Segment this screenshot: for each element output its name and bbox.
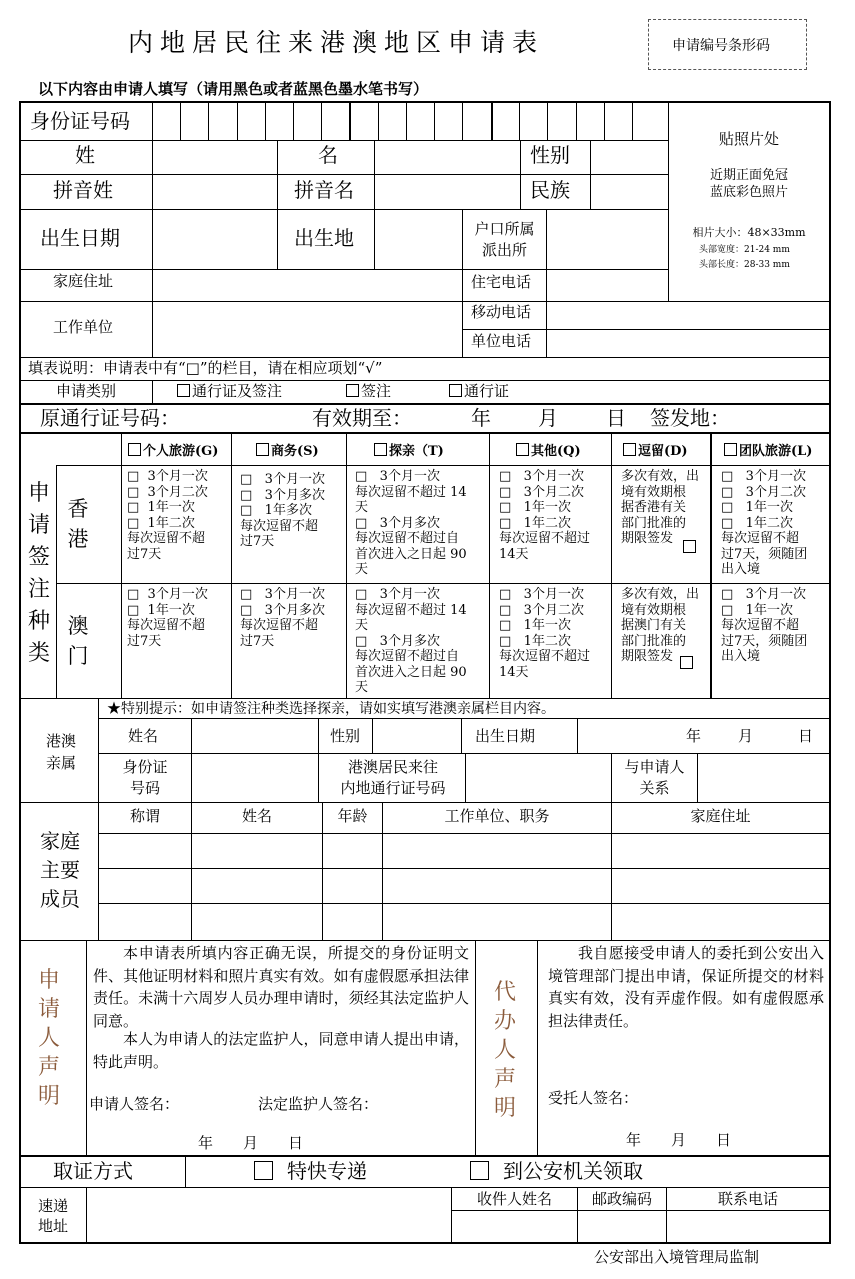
checkbox[interactable]: [449, 384, 462, 397]
surname-label: 姓: [75, 143, 95, 167]
applicant-declaration-side: 申请人声明: [37, 968, 60, 1109]
relative-birth-field[interactable]: [578, 719, 829, 753]
home-address-field[interactable]: [153, 270, 461, 301]
visa-mo-t-options[interactable]: □ 3个月一次 每次逗留不超过 14 天 □ 3个月多次 每次逗留不超过自 首次进入之日起 90 天: [355, 587, 467, 695]
pickup-option-police-label: 到公安机关领取: [503, 1159, 643, 1183]
postcode-label: 邮政编码: [591, 1190, 652, 1208]
photo-title: 贴照片处: [718, 130, 779, 148]
photo-head-length: 头部长度：28-33 mm: [699, 260, 790, 270]
visa-header-t-label: 探亲（T): [389, 444, 444, 459]
work-unit-label: 工作单位: [53, 318, 114, 336]
pickup-option-express[interactable]: [254, 1161, 367, 1181]
pinyin-given-label: 拼音名: [294, 178, 354, 202]
visa-hk-q-options[interactable]: □ 3个月一次 □ 3个月二次 □ 1年一次 □ 1年二次 每次逗留不超过 14天: [499, 469, 591, 562]
relative-relation-field[interactable]: [698, 754, 829, 802]
delivery-address-label: 速递 地址: [37, 1197, 68, 1235]
checkbox[interactable]: [623, 443, 636, 456]
checkbox[interactable]: [346, 384, 359, 397]
visa-hk-l-options[interactable]: □ 3个月一次 □ 3个月二次 □ 1年一次 □ 1年二次 每次逗留不超 过7天，须随团 出入境: [721, 469, 808, 577]
year-label: 年: [471, 406, 491, 430]
visa-mo-s-options[interactable]: □ 3个月一次 □ 3个月多次 每次逗留不超 过7天: [240, 587, 325, 649]
mobile-phone-label: 移动电话: [471, 303, 532, 321]
given-name-label: 名: [318, 143, 338, 167]
hukou-police-label: 户口所属 派出所: [474, 220, 535, 259]
recipient-name-label: 收件人姓名: [476, 1190, 552, 1208]
relatives-notice: ★特别提示：如申请签注种类选择探亲，请如实填写港澳亲属栏目内容。: [107, 701, 555, 717]
gender-field[interactable]: [591, 141, 667, 174]
family-col-age: 年龄: [337, 807, 368, 825]
visa-hk-s-options[interactable]: □ 3个月一次 □ 3个月多次 □ 1年多次 每次逗留不超 过7天: [240, 472, 325, 549]
pinyin-surname-field[interactable]: [153, 175, 276, 209]
relatives-side-label: 港澳 亲属: [45, 732, 76, 772]
contact-phone-field[interactable]: [667, 1211, 829, 1243]
relative-gender-label: 性别: [330, 727, 361, 745]
relative-birth-day: 日: [798, 727, 814, 745]
birth-date-label: 出生日期: [40, 226, 120, 250]
visa-hk-t-options[interactable]: □ 3个月一次 每次逗留不超过 14 天 □ 3个月多次 每次逗留不超过自 首次进入之日起 90 天: [355, 469, 467, 577]
agent-declaration-p1: 我自愿接受申请人的委托到公安出入境管理部门提出申请，保证所提交的材料真实有效，没有弄虚作假。如有虚假愿承担法律责任。: [548, 944, 824, 1030]
checkbox[interactable]: [128, 443, 141, 456]
applicant-date: 年 月 日: [198, 1134, 304, 1152]
visa-hk-d-options[interactable]: 多次有效，出 境有效期根 据香港有关 部门批准的 期限签发: [621, 469, 700, 546]
home-phone-field[interactable]: [547, 270, 667, 301]
visa-mo-g-options[interactable]: □ 3个月一次 □ 1年一次 每次逗留不超 过7天: [127, 587, 208, 649]
visa-header-q[interactable]: [516, 443, 581, 458]
applicant-declaration-p2: 本人为申请人的法定监护人，同意申请人提出申请，特此声明。: [93, 1030, 469, 1071]
work-unit-field[interactable]: [153, 302, 461, 357]
surname-field[interactable]: [153, 141, 276, 174]
checkbox[interactable]: [680, 656, 693, 669]
visa-header-l[interactable]: [724, 443, 812, 458]
photo-size: 相片大小：48×33mm: [692, 226, 806, 239]
month-label: 月: [538, 406, 558, 430]
hukou-police-field[interactable]: [547, 210, 667, 269]
visa-header-g-label: 个人旅游(G): [143, 444, 219, 459]
issue-place-label: 签发地：: [650, 406, 730, 430]
checkbox[interactable]: [516, 443, 529, 456]
family-col-title: 称谓: [129, 807, 160, 825]
visa-header-d-label: 逗留(D): [638, 444, 688, 459]
postcode-field[interactable]: [578, 1211, 666, 1243]
family-side-label: 家庭 主要 成员: [40, 829, 80, 911]
family-col-name: 姓名: [241, 807, 272, 825]
checkbox[interactable]: [177, 384, 190, 397]
day-label: 日: [606, 406, 626, 430]
checkbox[interactable]: [256, 443, 269, 456]
family-col-work: 工作单位、职务: [444, 807, 550, 825]
app-type-option-permit-label: 通行证: [464, 382, 510, 400]
work-phone-field[interactable]: [547, 330, 829, 357]
applicant-sign-label: 申请人签名：: [89, 1095, 180, 1113]
pinyin-given-field[interactable]: [375, 175, 519, 209]
barcode-label: 申请编号条形码: [672, 38, 770, 54]
instruction: 以下内容由申请人填写（请用黑色或者蓝黑色墨水笔书写）: [38, 80, 429, 98]
family-col-address: 家庭住址: [690, 807, 751, 825]
home-phone-label: 住宅电话: [471, 273, 532, 291]
visa-mo-q-options[interactable]: □ 3个月一次 □ 3个月二次 □ 1年一次 □ 1年二次 每次逗留不超过 14天: [499, 587, 591, 680]
agent-declaration-side: 代办人声明: [493, 980, 516, 1121]
photo-area[interactable]: [669, 103, 829, 301]
relative-birth-month: 月: [738, 727, 754, 745]
checkbox[interactable]: [374, 443, 387, 456]
family-row[interactable]: [99, 869, 829, 903]
visa-hk-label: 香港: [67, 497, 89, 551]
form-title: 内地居民往来港澳地区申请表: [128, 28, 545, 57]
guardian-sign-label: 法定监护人签名：: [258, 1095, 379, 1113]
visa-mo-label: 澳门: [67, 614, 89, 668]
pickup-option-police[interactable]: [470, 1161, 643, 1181]
delivery-address-field[interactable]: [87, 1188, 451, 1243]
app-type-option-both-label: 通行证及签注: [192, 382, 283, 400]
relative-birth-label: 出生日期: [475, 727, 536, 745]
relative-permit-field[interactable]: [466, 754, 611, 802]
checkbox[interactable]: [470, 1161, 489, 1180]
relative-name-label: 姓名: [128, 727, 159, 745]
applicant-declaration-p1: 本申请表所填内容正确无误，所提交的身份证明文件、其他证明材料和照片真实有效。如有虚假愿承担法律责任。未满十六周岁人员办理申请时，须经其法定监护人同意。: [93, 944, 469, 1030]
visa-header-g[interactable]: [128, 443, 218, 458]
visa-header-d[interactable]: [623, 443, 688, 458]
pinyin-surname-label: 拼音姓: [53, 178, 113, 202]
visa-header-l-label: 团队旅游(L): [739, 444, 813, 459]
given-name-field[interactable]: [375, 141, 519, 174]
visa-type-side-label: 申请签注种类: [27, 481, 50, 666]
pickup-option-express-label: 特快专递: [287, 1159, 367, 1183]
work-phone-label: 单位电话: [471, 332, 532, 350]
relative-id-label: 身份证 号码: [122, 758, 168, 797]
home-address-label: 家庭住址: [53, 272, 114, 290]
ethnicity-field[interactable]: [591, 175, 667, 209]
relative-relation-label: 与申请人 关系: [624, 758, 685, 797]
photo-desc: 近期正面免冠 蓝底彩色照片: [709, 168, 788, 200]
checkbox[interactable]: [683, 540, 696, 553]
checkbox[interactable]: [254, 1161, 273, 1180]
footer-supervisor: 公安部出入境管理局监制: [594, 1248, 760, 1266]
relative-permit-label: 港澳居民来往 内地通行证号码: [340, 758, 446, 797]
agent-sign-label: 受托人签名：: [548, 1089, 639, 1107]
app-type-label: 申请类别: [56, 382, 117, 400]
visa-mo-d-options[interactable]: 多次有效，出 境有效期根 据澳门有关 部门批准的 期限签发: [621, 587, 700, 664]
photo-head-width: 头部宽度：21-24 mm: [699, 245, 790, 255]
app-type-option-permit[interactable]: [449, 384, 509, 399]
app-type-option-both[interactable]: [177, 384, 282, 399]
relative-birth-year: 年: [686, 727, 702, 745]
relative-name-field[interactable]: [192, 719, 318, 753]
relative-id-field[interactable]: [192, 754, 318, 802]
barcode-box: [648, 19, 807, 70]
visa-hk-g-options[interactable]: □ 3个月一次 □ 3个月二次 □ 1年一次 □ 1年二次 每次逗留不超 过7天: [127, 469, 208, 562]
old-permit-label: 原通行证号码：: [40, 406, 180, 430]
app-type-option-visa-label: 签注: [361, 382, 392, 400]
birth-date-field[interactable]: [153, 210, 276, 269]
birth-place-field[interactable]: [375, 210, 461, 269]
id-number-label: 身份证号码: [30, 109, 130, 133]
checkbox[interactable]: [724, 443, 737, 456]
family-row[interactable]: [99, 834, 829, 868]
ethnicity-label: 民族: [530, 178, 570, 202]
visa-mo-l-options[interactable]: □ 3个月一次 □ 1年一次 每次逗留不超 过7天，须随团 出入境: [721, 587, 808, 664]
valid-until-label: 有效期至：: [312, 406, 412, 430]
recipient-name-field[interactable]: [452, 1211, 577, 1243]
relative-gender-field[interactable]: [373, 719, 461, 753]
visa-header-s[interactable]: [256, 443, 319, 458]
agent-date: 年 月 日: [626, 1131, 732, 1149]
pickup-label: 取证方式: [53, 1159, 133, 1183]
id-number-boxes[interactable]: [152, 103, 668, 140]
app-type-option-visa[interactable]: [346, 384, 391, 399]
gender-label: 性别: [530, 143, 570, 167]
contact-phone-label: 联系电话: [717, 1190, 778, 1208]
visa-header-q-label: 其他(Q): [531, 444, 581, 459]
visa-header-t[interactable]: [374, 443, 444, 458]
mobile-phone-field[interactable]: [547, 302, 829, 329]
fill-note: 填表说明：申请表中有“□”的栏目，请在相应项划“√”: [28, 359, 383, 377]
birth-place-label: 出生地: [294, 226, 354, 250]
family-row[interactable]: [99, 904, 829, 940]
visa-header-s-label: 商务(S): [271, 444, 319, 459]
